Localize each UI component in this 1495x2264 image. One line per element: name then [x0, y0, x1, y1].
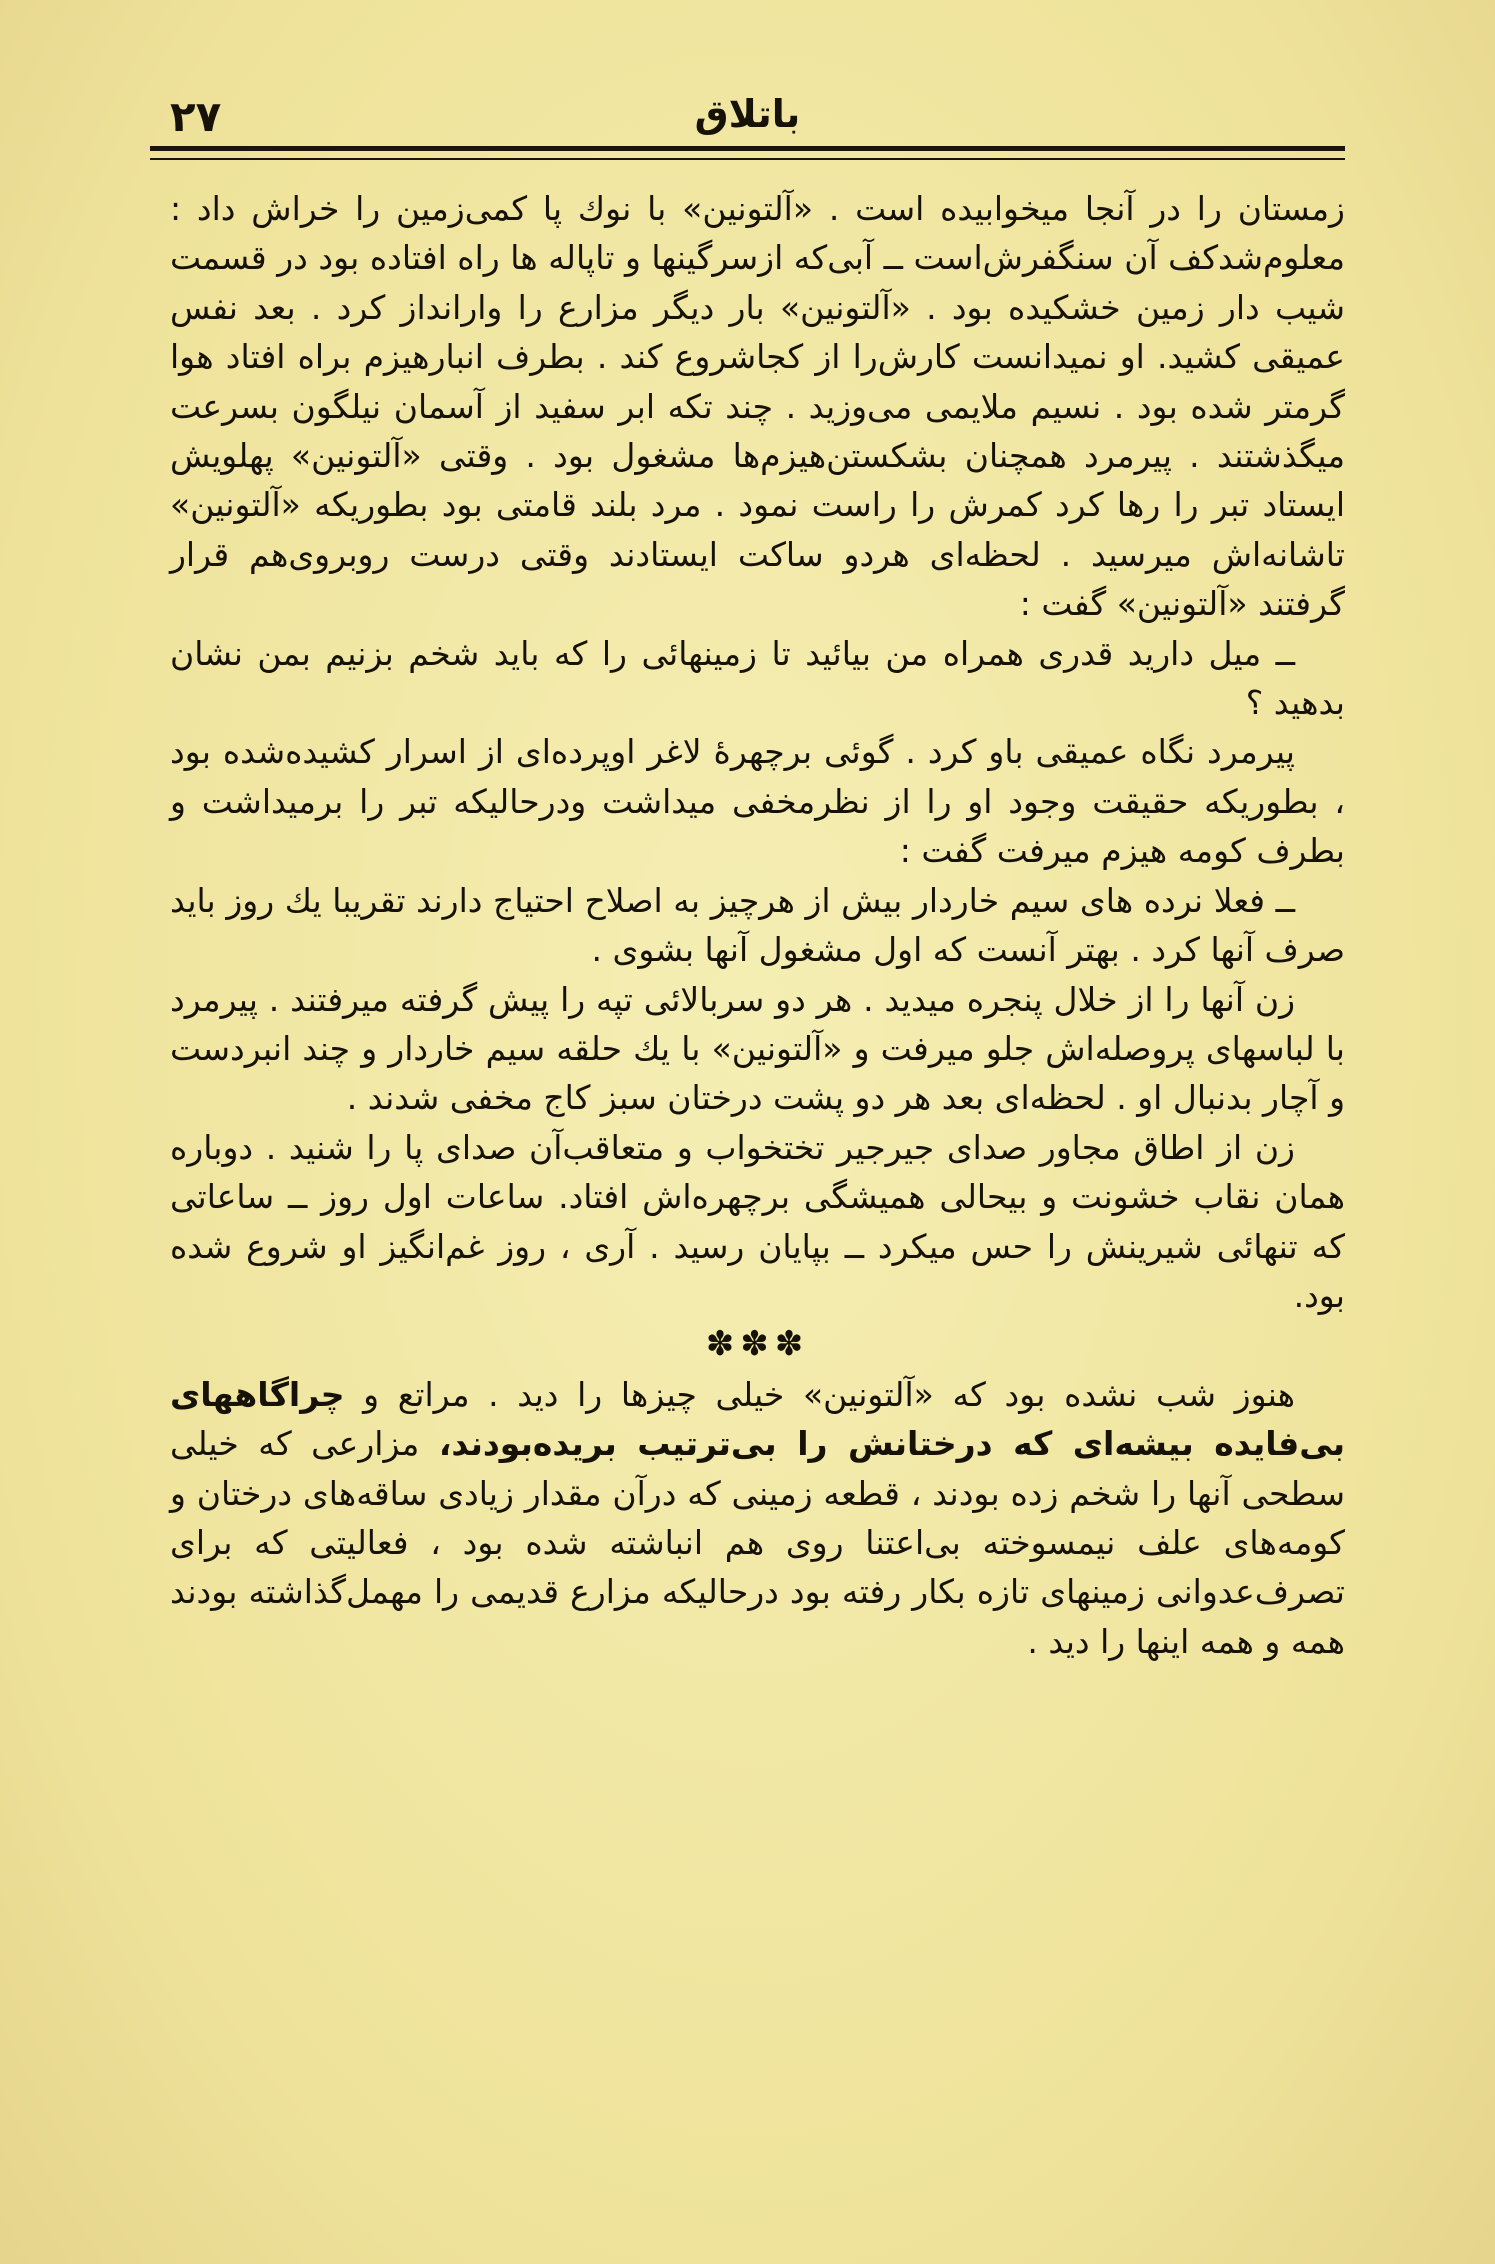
section-separator: ✽✽✽ [705, 1324, 810, 1365]
paragraph-2: ــ میل دارید قدری همراه من بیائید تا زمینهائی را كه باید شخم بزنیم بمن نشان بدهید ؟ [170, 633, 1345, 723]
paragraph-7-bold: چراگاههای بی‌فایده بیشه‌ای كه درختانش را بی‌ترتیب بریده‌بودند، [170, 1374, 1345, 1464]
paragraph-3: پیرمرد نگاه عمیقی باو كرد . گوئی برچهرهٔ لاغر اوپرده‌ای از اسرار كشیده‌شده بود ، بطوریكه حقیقت وجود او را از نظرمخفی میداشت ودرحالیكه تبر را برمیداشت و بطرف كومه هیزم میرفت گفت : [170, 732, 1345, 871]
paragraph-7 [170, 1370, 1345, 1666]
page-header [150, 84, 1345, 144]
paragraph-7-start: هنوز شب نشده بود كه «آلتونین» خیلی چیزها را دید . مراتع و [363, 1374, 1295, 1414]
paragraph-4: ــ فعلا نرده های سیم خاردار بیش از هرچیز به اصلاح احتیاج دارند تقریبا یك روز باید صرف آنها كرد . بهتر آنست كه اول مشغول آنها بشوی . [170, 880, 1345, 970]
paragraph-5: زن آنها را از خلال پنجره میدید . هر دو سربالائی تپه را پیش گرفته میرفتند . پیرمرد با لباسهای پروصله‌اش جلو میرفت و «آلتونین» با یك حلقه سیم خاردار و چند انبردست و آچار بدنبال او . لحظه‌ای بعد هر دو پشت درختان سبز كاج مخفی شدند . [170, 979, 1345, 1118]
header-rule-thick [150, 146, 1345, 151]
running-title: باتلاق [694, 92, 801, 136]
body-text [170, 184, 1345, 1666]
page-number: ۲۷ [170, 92, 222, 141]
header-rule-thin [150, 158, 1345, 160]
paragraph-6: زن از اطاق مجاور صدای جیرجیر تختخواب و متعاقب‌آن صدای پا را شنید . دوباره همان نقاب خشونت و بیحالی همیشگی برچهره‌اش افتاد. ساعات اول روز ــ ساعاتی كه تنهائی شیرینش را حس میكرد ــ بپایان رسید . آری ، روز غم‌انگیز او شروع شده بود. [170, 1127, 1345, 1315]
paragraph-7-rest: مزارعی كه خیلی سطحی آنها را شخم زده بودند ، قطعه زمینی كه درآن مقدار زیادی ساقه‌های درختان و كومه‌های علف نیمسوخته بی‌اعتنا روی هم انباشته شده بود ، فعالیتی كه برای تصرف‌عدوانی زمینهای تازه بكار رفته بود درحالیكه مزارع قدیمی را مهمل‌گذاشته بودند همه و همه اینها را دید . [170, 1424, 1345, 1661]
paragraph-1: زمستان را در آنجا میخوابیده است . «آلتونین» با نوك پا كمی‌زمین را خراش داد : معلوم‌شدكف آن سنگفرش‌است ــ آبی‌كه ازسر‌گینها و تاپاله ها راه افتاده بود در قسمت شیب دار زمین خشكیده بود . «آلتونین» بار دیگر مزارع را وارانداز كرد . بعد نفس عمیقی كشید. او نمیدانست كارش‌را از كجاشروع كند . بطرف انبارهیزم براه افتاد هوا گرمتر شده بود . نسیم ملایمی می‌وزید . چند تكه ابر سفید از آسمان نیلگون بسرعت میگذشتند . پیرمرد همچنان بشكستن‌هیزم‌ها مشغول بود . وقتی «آلتونین» پهلویش ایستاد تبر را رها كرد كمرش را راست نمود . مرد بلند قامتی بود بطوریكه «آلتونین» تاشانه‌اش میرسید . لحظه‌ای هردو ساكت ایستادند وقتی درست روبروی‌هم قرار گرفتند «آلتونین» گفت : [170, 189, 1345, 624]
